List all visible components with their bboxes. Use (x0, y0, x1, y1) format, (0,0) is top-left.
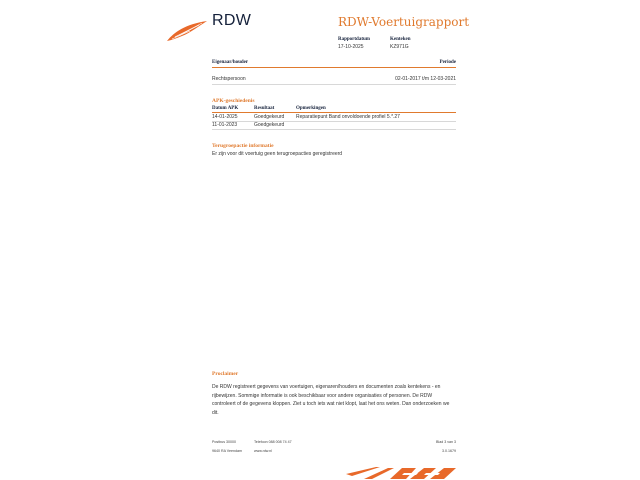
report-title: RDW-Voertuigrapport (338, 15, 470, 29)
footer-page: Blad 3 van 3 (436, 440, 456, 444)
period-label: Periode (439, 60, 456, 65)
apk-row-1-date: 14-01-2025 (212, 114, 238, 120)
apk-rule (212, 112, 456, 113)
logo-text: RDW (212, 12, 252, 29)
footer-version: 3.0.1679 (442, 449, 456, 453)
apk-row-2-date: 11-01-2023 (212, 122, 238, 128)
owner-type: Rechtspersoon (212, 76, 246, 82)
apk-col-date: Datum APK (212, 106, 239, 111)
footer-phone: Telefoon 088 008 74 47 (254, 440, 292, 444)
footer-postbus: Postbus 30000 (212, 440, 236, 444)
apk-bottom-divider (212, 129, 456, 130)
owner-label: Eigenaar/houder (212, 60, 249, 65)
report-date-label: Rapportdatum (338, 37, 370, 42)
apk-row-divider (212, 121, 456, 122)
owner-rule (212, 67, 456, 68)
owner-divider (212, 84, 456, 85)
plate-value: KZ971G (390, 44, 409, 50)
recall-text: Er zijn voor dit voertuig geen terugroepacties geregistreerd (212, 151, 343, 157)
footer-stripes-graphic (344, 464, 462, 480)
report-date-value: 17-10-2025 (338, 44, 364, 50)
apk-row-1-remarks: Reparatiepunt Band onvoldoende profiel 5.*.27 (296, 114, 400, 120)
footer-website[interactable]: www.rdw.nl (254, 449, 272, 453)
rdw-wing-logo (166, 20, 208, 42)
apk-row-1-result: Goedgekeurd (254, 114, 285, 120)
owner-period: 02-01-2017 t/m 12-03-2021 (395, 76, 456, 82)
plate-label: Kenteken (390, 37, 411, 42)
disclaimer-heading: Proclaimer (212, 371, 239, 377)
apk-heading: APK-geschiedenis (212, 98, 255, 104)
apk-col-result: Resultaat (254, 106, 275, 111)
disclaimer-text: De RDW registreert gegevens van voertuigen, eigenaren/houders en documenten zoals kentekens - en rijbewijzen. Sommige informatie is ook beschikbaar voor andere organisaties of personen. De RDW controleert of de gegevens kloppen. Ziet u toch iets wat niet klopt, laat het ons weten. Dan onderzoeken we dit. (212, 384, 450, 416)
apk-row-2-result: Goedgekeurd (254, 122, 285, 128)
footer-postcode: 9640 RA Veendam (212, 449, 242, 453)
recall-heading: Terugroepactie informatie (212, 143, 274, 149)
apk-col-remarks: Opmerkingen (296, 106, 326, 111)
